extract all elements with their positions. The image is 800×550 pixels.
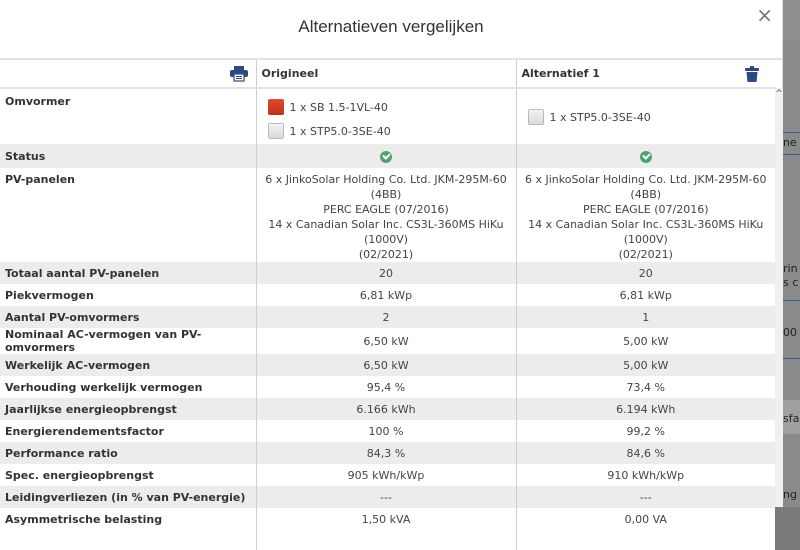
cell-original: 6,81 kWp — [256, 284, 516, 306]
row-label: Performance ratio — [0, 442, 256, 464]
cell-original: 95,4 % — [256, 376, 516, 398]
table-row-omvormer — [0, 88, 775, 144]
spacer-cell — [256, 530, 516, 550]
cell-alternative-status — [516, 144, 775, 168]
cell-alternative: 1 — [516, 306, 775, 328]
column-header-alternative — [516, 60, 775, 88]
background-text: 00 — [783, 326, 797, 339]
cell-alternative: 99,2 % — [516, 420, 775, 442]
inverter-label: 1 x SB 1.5-1VL-40 — [289, 100, 388, 114]
table-row — [0, 420, 775, 442]
cell-original: 84,3 % — [256, 442, 516, 464]
table-header-row — [0, 60, 775, 88]
cell-original: 1,50 kVA — [256, 508, 516, 530]
table-row — [0, 464, 775, 486]
cell-alternative: 6,81 kWp — [516, 284, 775, 306]
inverter-label: 1 x STP5.0-3SE-40 — [549, 110, 651, 124]
row-label: Omvormer — [0, 88, 256, 144]
background-text: rin — [783, 262, 798, 275]
table-row — [0, 306, 775, 328]
check-circle-icon — [640, 151, 652, 163]
cell-alternative: 0,00 VA — [516, 508, 775, 530]
row-label: Verhouding werkelijk vermogen — [0, 376, 256, 398]
spacer-cell — [0, 530, 256, 550]
background-page — [783, 0, 800, 507]
table-row — [0, 442, 775, 464]
row-label: Leidingverliezen (in % van PV-energie) — [0, 486, 256, 508]
table-row — [0, 508, 775, 530]
cell-original: 2 — [256, 306, 516, 328]
cell-original: 6,50 kW — [256, 354, 516, 376]
pv-line: PERC EAGLE (07/2016) — [323, 203, 449, 216]
row-label: Werkelijk AC-vermogen — [0, 354, 256, 376]
table-row — [0, 328, 775, 354]
inverter-white-icon — [528, 109, 544, 125]
cell-alternative: 5,00 kW — [516, 354, 775, 376]
cell-original: 20 — [256, 262, 516, 284]
comparison-table — [0, 60, 775, 550]
header-actions — [0, 60, 256, 88]
cell-alternative-inverters — [516, 88, 775, 144]
table-row — [0, 262, 775, 284]
table-row-status — [0, 144, 775, 168]
table-row-spacer — [0, 530, 775, 550]
row-label: Aantal PV-omvormers — [0, 306, 256, 328]
cell-original-pv — [256, 168, 516, 262]
table-row — [0, 398, 775, 420]
inverter-red-icon — [268, 99, 284, 115]
pv-line: 6 x JinkoSolar Holding Co. Ltd. JKM-295M-60 (4BB) — [524, 173, 767, 201]
close-icon[interactable]: × — [756, 3, 773, 27]
cell-original: 905 kWh/kWp — [256, 464, 516, 486]
row-label: Status — [0, 144, 256, 168]
pv-line: 6 x JinkoSolar Holding Co. Ltd. JKM-295M-60 (4BB) — [265, 173, 507, 201]
column-header-original: Origineel — [256, 60, 516, 88]
inverter-label: 1 x STP5.0-3SE-40 — [289, 124, 391, 138]
cell-original-inverters — [256, 88, 516, 144]
background-text: s c — [783, 276, 799, 289]
cell-original: 6.166 kWh — [256, 398, 516, 420]
spacer-cell — [516, 530, 775, 550]
cell-alternative: 84,6 % — [516, 442, 775, 464]
check-circle-icon — [380, 151, 392, 163]
row-label: Spec. energieopbrengst — [0, 464, 256, 486]
comparison-table-container[interactable] — [0, 60, 783, 526]
trash-icon[interactable] — [745, 66, 759, 82]
pv-line: 14 x Canadian Solar Inc. CS3L-360MS HiKu (1000V) — [268, 218, 504, 246]
cell-alternative: 910 kWh/kWp — [516, 464, 775, 486]
inverter-item — [522, 95, 771, 139]
background-text: sfa — [783, 412, 800, 425]
background-text: ne — [783, 136, 797, 149]
table-row — [0, 284, 775, 306]
table-row-pv-panelen — [0, 168, 775, 262]
column-header-alternative-label: Alternatief 1 — [521, 67, 600, 80]
row-label: Asymmetrische belasting — [0, 508, 256, 530]
modal-title: Alternatieven vergelijken — [298, 17, 484, 36]
cell-alternative: 6.194 kWh — [516, 398, 775, 420]
chevron-up-icon[interactable]: ^ — [775, 89, 783, 99]
cell-original: 6,50 kW — [256, 328, 516, 354]
modal-header — [0, 0, 782, 60]
row-label: PV-panelen — [0, 168, 256, 262]
cell-alternative: 5,00 kW — [516, 328, 775, 354]
cell-alternative: 73,4 % — [516, 376, 775, 398]
row-label: Piekvermogen — [0, 284, 256, 306]
table-row — [0, 354, 775, 376]
vertical-scrollbar[interactable] — [775, 88, 783, 507]
pv-line: (02/2021) — [358, 248, 414, 261]
cell-alternative: 20 — [516, 262, 775, 284]
pv-line: PERC EAGLE (07/2016) — [582, 203, 709, 216]
cell-alternative-pv — [516, 168, 775, 262]
cell-alternative: --- — [516, 486, 775, 508]
inverter-item — [262, 119, 511, 143]
row-label: Jaarlijkse energieopbrengst — [0, 398, 256, 420]
cell-original: --- — [256, 486, 516, 508]
row-label: Energierendementsfactor — [0, 420, 256, 442]
background-text: ng — [783, 488, 797, 501]
print-icon[interactable] — [230, 66, 248, 81]
inverter-item — [262, 95, 511, 119]
table-row — [0, 486, 775, 508]
inverter-white-icon — [268, 123, 284, 139]
row-label: Totaal aantal PV-panelen — [0, 262, 256, 284]
pv-line: 14 x Canadian Solar Inc. CS3L-360MS HiKu (1000V) — [528, 218, 764, 246]
cell-original: 100 % — [256, 420, 516, 442]
row-label: Nominaal AC-vermogen van PV-omvormers — [0, 328, 256, 354]
cell-original-status — [256, 144, 516, 168]
table-row — [0, 376, 775, 398]
pv-line: (02/2021) — [618, 248, 673, 261]
